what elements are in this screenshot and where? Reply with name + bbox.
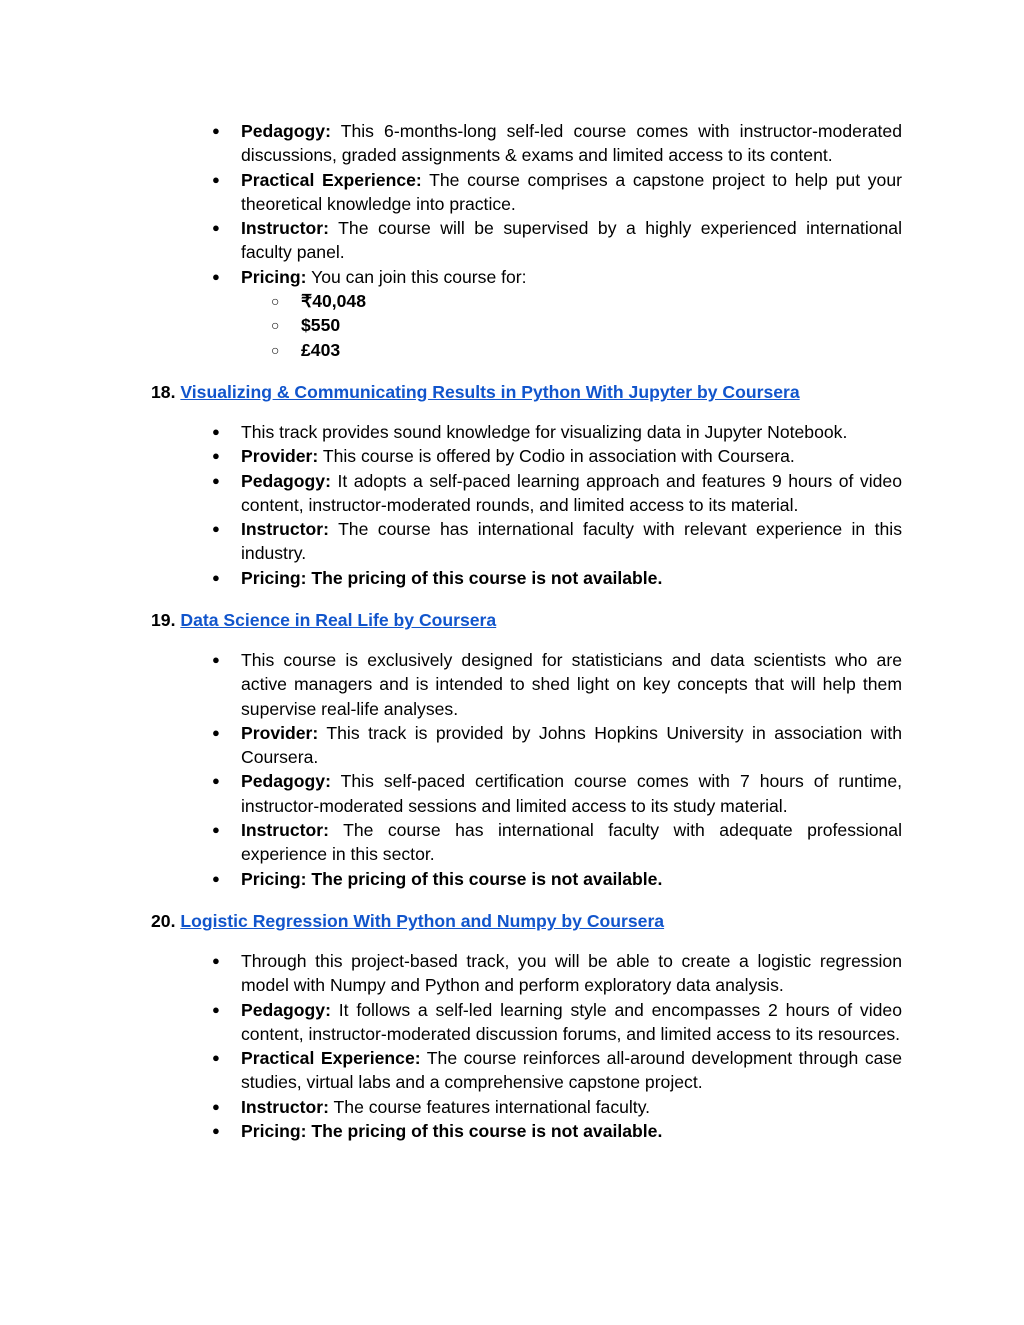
list-item: ● Provider: This course is offered by Codio in association with Coursera. (212, 444, 902, 468)
list-item: ● Pedagogy: It adopts a self-paced learning approach and features 9 hours of video content, instructor-moderated rounds, and limited access to its material. (212, 469, 902, 518)
price-list (241, 289, 902, 362)
list-item: ● Pricing: The pricing of this course is not available. (212, 867, 902, 891)
course-17-details (212, 119, 902, 362)
list-item: ● This track provides sound knowledge for visualizing data in Jupyter Notebook. (212, 420, 902, 444)
list-item: ● Provider: This track is provided by Johns Hopkins University in association with Coursera. (212, 721, 902, 770)
price-usd: ○ $550 (241, 313, 902, 337)
course-20-link[interactable]: Logistic Regression With Python and Numpy by Coursera (180, 911, 665, 931)
list-item: ● Instructor: The course has international faculty with adequate professional experience in this sector. (212, 818, 902, 867)
list-item: ● Practical Experience: The course reinforces all-around development through case studies, virtual labs and a comprehensive capstone project. (212, 1046, 902, 1095)
price-gbp: ○ £403 (241, 338, 902, 362)
course-20-details (212, 949, 902, 1143)
course-19-link[interactable]: Data Science in Real Life by Coursera (180, 610, 497, 630)
list-item: ● Pricing: The pricing of this course is not available. (212, 566, 902, 590)
list-item: ● Instructor: The course has international faculty with relevant experience in this industry. (212, 517, 902, 566)
list-item: ● This course is exclusively designed for statisticians and data scientists who are active managers and is intended to shed light on key concepts that will help them supervise real-life analyses. (212, 648, 902, 721)
list-item: ● Instructor: The course features international faculty. (212, 1095, 902, 1119)
course-18-details (212, 420, 902, 590)
price-inr: ○ ₹40,048 (241, 289, 902, 313)
course-19-details (212, 648, 902, 891)
course-18-link[interactable]: Visualizing & Communicating Results in Python With Jupyter by Coursera (180, 382, 800, 402)
section-18-heading: 18. Visualizing & Communicating Results in Python With Jupyter by Coursera (151, 382, 800, 402)
section-20-heading: 20. Logistic Regression With Python and Numpy by Coursera (151, 911, 665, 931)
list-item: ● Through this project-based track, you will be able to create a logistic regression model with Numpy and Python and perform exploratory data analysis. (212, 949, 902, 998)
list-item: ● Pricing: The pricing of this course is not available. (212, 1119, 902, 1143)
section-19-heading: 19. Data Science in Real Life by Coursera (151, 610, 497, 630)
list-item: ● Pedagogy: It follows a self-led learning style and encompasses 2 hours of video content, instructor-moderated discussion forums, and limited access to its resources. (212, 998, 902, 1047)
list-item: ● Pedagogy: This 6-months-long self-led course comes with instructor-moderated discussions, graded assignments & exams and limited access to its content. (212, 119, 902, 168)
list-item: ● Instructor: The course will be supervised by a highly experienced international faculty panel. (212, 216, 902, 265)
list-item: ● Pedagogy: This self-paced certification course comes with 7 hours of runtime, instructor-moderated sessions and limited access to its study material. (212, 769, 902, 818)
list-item: ● Pricing: You can join this course for: ○ ₹40,048 ○ $550 ○ £403 (212, 265, 902, 362)
list-item: ● Practical Experience: The course comprises a capstone project to help put your theoretical knowledge into practice. (212, 168, 902, 217)
